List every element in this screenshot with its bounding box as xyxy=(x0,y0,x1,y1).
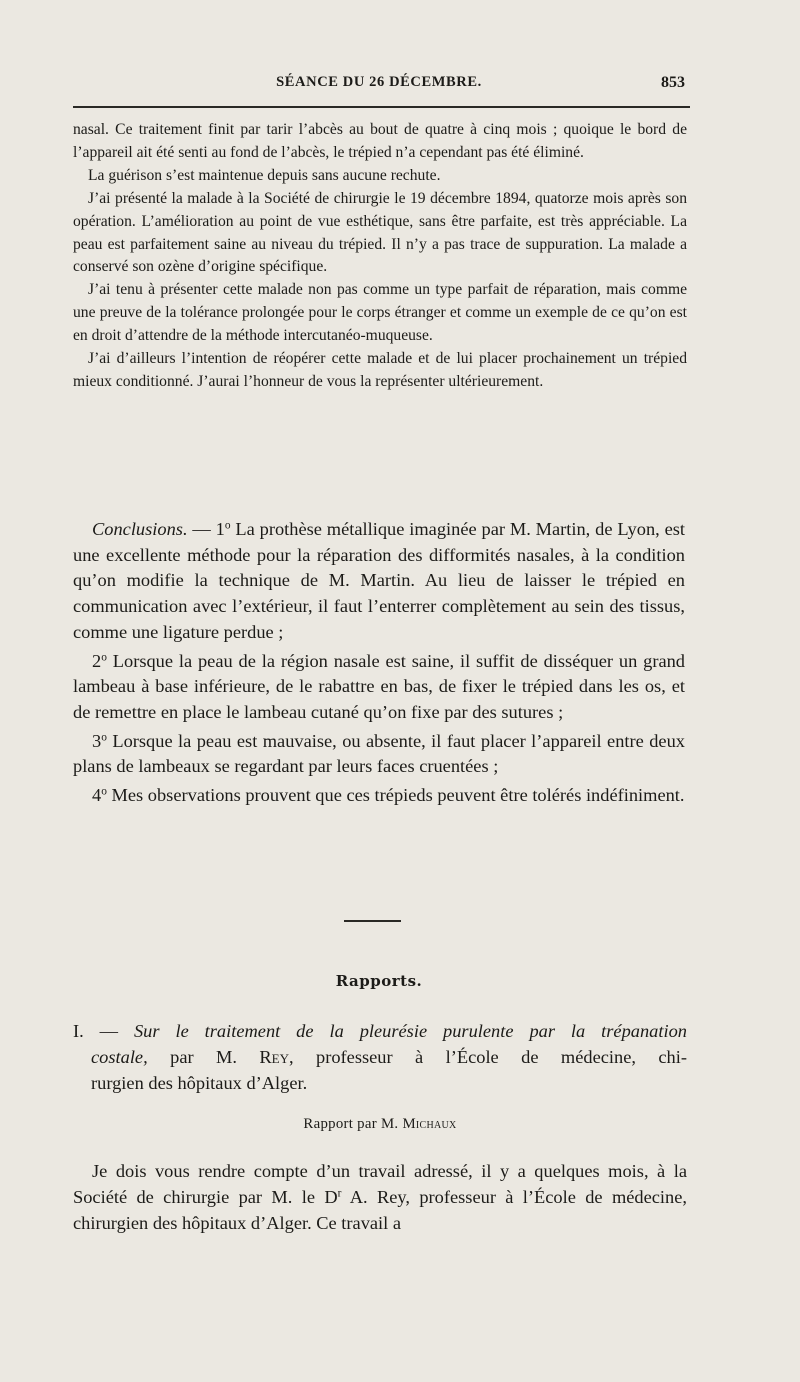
conclusion-text: Mes observations prouvent que ces trépieds peuvent être tolérés indéfiniment. xyxy=(111,785,685,806)
page-number: 853 xyxy=(661,74,685,91)
conclusion-3: 3$^o$ Lorsque la peau est mauvaise, ou absente, il faut placer l’appareil entre deux plans de lambeaux se regardant par leurs faces cruentées ; xyxy=(73,730,685,777)
running-header xyxy=(73,74,685,100)
paragraph: La guérison s’est maintenue depuis sans aucune rechute. xyxy=(88,166,441,184)
conclusion-text: Lorsque la peau de la région nasale est saine, il suffit de disséquer un grand lambeau à base inférieure, de le rabattre en bas, de fixer le trépied dans les os, et de remettre en place le lambeau cutané qu’on fixe par des sutures ; xyxy=(73,650,686,722)
report-author: Rey, xyxy=(259,1046,294,1067)
section-divider xyxy=(344,920,401,922)
report-byline: Rapport par M. Michaux xyxy=(303,1116,457,1132)
conclusion-number: 4 xyxy=(92,785,102,806)
conclusion-1: Conclusions. — 1$^o$ La prothèse métallique imaginée par M. Martin, de Lyon, est une excellente méthode pour la réparation des difformités nasales, à la condition qu’on modifie la technique de M. Martin. Au lieu de laisser le trépied en communication avec l’extérieur, il faut l’enterrer complètement au sein des tissus, comme une ligature perdue ; xyxy=(73,519,686,642)
paragraph: J’ai tenu à présenter cette malade non pas comme un type parfait de réparation, mais comme une preuve de la tolérance prolongée pour le corps étranger et comme un exemple de ce qu’on est en droit d’attendre de la méthode intercutanéo-muqueuse. xyxy=(73,281,687,345)
report-entry: I. — Sur le traitement de la pleurésie purulente par la trépanation costale, par M. Rey, professeur à l’École de médecine, chi- rurgien des hôpitaux d’Alger. xyxy=(73,1021,687,1093)
continued-observation xyxy=(73,119,687,394)
conclusion-text: Lorsque la peau est mauvaise, ou absente, il faut placer l’appareil entre deux plans de lambeaux se regardant par leurs faces cruentées ; xyxy=(73,730,685,777)
reporter-name: Michaux xyxy=(402,1116,457,1132)
conclusion-number: 3 xyxy=(92,730,102,751)
report-title-cont: costale, xyxy=(91,1046,148,1067)
report-body xyxy=(73,1158,687,1237)
conclusion-number: 2 xyxy=(92,650,102,671)
paragraph: Je dois vous rendre compte d’un travail adressé, il y a quelques mois, à la Société de chirurgie par M. le $D^r$ A. Rey, professeur à l’École de médecine, chirurgien des hôpitaux d’Alger. Ce travail a xyxy=(73,1161,687,1234)
header-rule xyxy=(73,106,690,108)
report-number: I. — xyxy=(73,1021,119,1041)
conclusion-text: La prothèse métallique imaginée par M. Martin, de Lyon, est une excellente méthode pour la réparation des difformités nasales, à la condition qu’on modifie la technique de M. Martin. Au lieu de laisser le trépied en communication avec l’extérieur, il faut l’enterrer complètement au sein des tissus, comme une ligature perdue ; xyxy=(73,519,686,642)
paragraph: J’ai présenté la malade à la Société de chirurgie le 19 décembre 1894, quatorze mois après son opération. L’amélioration au point de vue esthétique, sans être parfaite, est très appréciable. La peau est parfaitement saine au niveau du trépied. Il n’y a pas trace de suppuration. La malade a conservé son ozène d’origine spécifique. xyxy=(73,189,687,276)
conclusion-4: 4$^o$ Mes observations prouvent que ces trépieds peuvent être tolérés indéfiniment. xyxy=(92,785,685,806)
conclusion-number: 1 xyxy=(215,519,225,539)
header-title: SÉANCE DU 26 DÉCEMBRE. xyxy=(276,74,482,90)
paragraph: J’ai d’ailleurs l’intention de réopérer cette malade et de lui placer prochainement un trépied mieux conditionné. J’aurai l’honneur de vous la représenter ultérieurement. xyxy=(73,350,687,390)
paragraph: nasal. Ce traitement finit par tarir l’abcès au bout de quatre à cinq mois ; quoique le bord de l’appareil ait été senti au fond de l’abcès, le trépied n’a cependant pas été éliminé. xyxy=(73,121,687,161)
conclusions-label: Conclusions. xyxy=(92,519,188,539)
conclusion-2: 2$^o$ Lorsque la peau de la région nasale est saine, il suffit de disséquer un grand lambeau à base inférieure, de le rabattre en bas, de fixer le trépied dans les os, et de remettre en place le lambeau cutané qu’on fixe par des sutures ; xyxy=(73,650,686,722)
section-heading: Rapports. xyxy=(335,972,423,990)
report-title: Sur le traitement de la pleurésie purulente par la trépanation xyxy=(133,1021,687,1041)
conclusions-section xyxy=(73,517,685,809)
